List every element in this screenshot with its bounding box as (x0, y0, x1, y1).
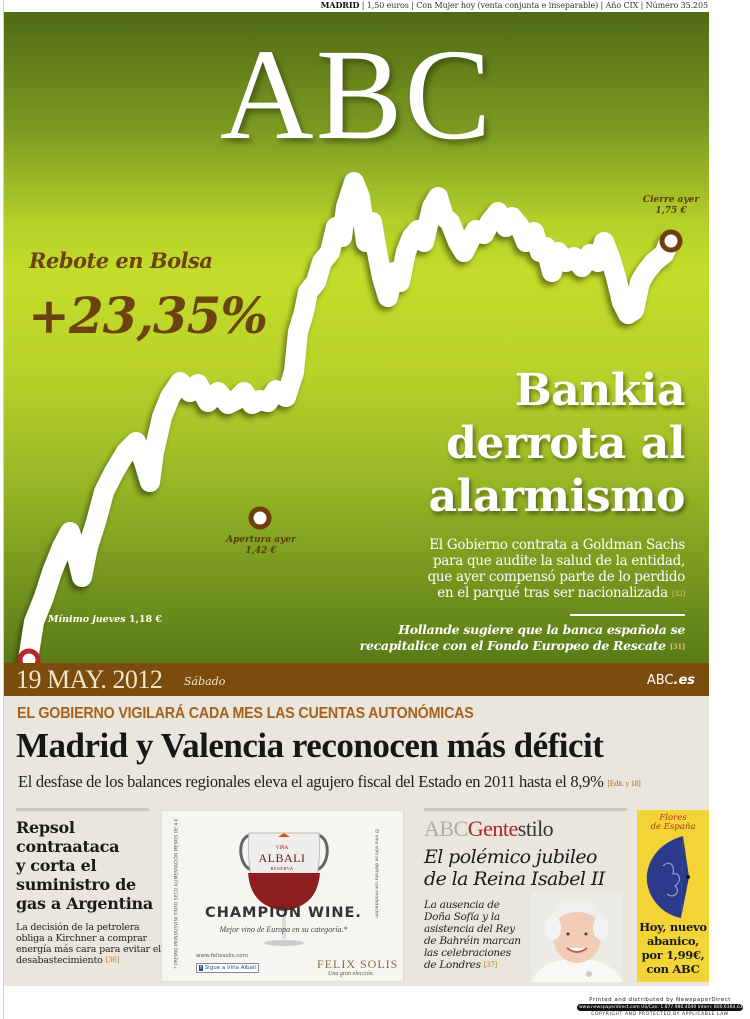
distribution-credit: Printed and distributed by NewspaperDirect www.newspaperdirect.com US/Can: 1.877.980.4040 Intern: 800.6364.6364 COPYRIGHT AND PROTECTED BY APPLICABLE LAW (579, 997, 749, 1017)
page-ref: [32] (671, 590, 685, 598)
secondary-story[interactable]: Hollande sugiere que la banca española se recapitalice con el Fondo Europeo de Rescate [31] (359, 622, 685, 653)
fan-promotion[interactable] (637, 810, 709, 982)
promo-text: Hoy, nuevo abanico, por 1,99€, con ABC (639, 920, 707, 976)
label-minimo: Mínimo jueves 1,18 € (48, 614, 163, 625)
lead-story-hero[interactable] (4, 12, 709, 663)
gente-deck: La ausencia de Doña Sofía y la asistencia del Rey de Bahréin marcan las celebraciones de Londres [37] (424, 899, 521, 971)
divider (570, 614, 685, 616)
label-cierre: Cierre ayer 1,75 € (642, 195, 700, 216)
issue-date: 19 MAY. 2012 (16, 665, 163, 694)
lower-section (4, 696, 709, 986)
wine-glass-icon (234, 815, 334, 955)
masthead-details: | 1,50 euros | Con Mujer hoy (venta conjunta e inseparable) | Año CIX | Número 35.205 (359, 1, 708, 10)
column-rule (424, 808, 627, 811)
chart-kicker: Rebote en Bolsa (29, 248, 213, 273)
ad-company-tagline: Una gran elección. (328, 971, 375, 977)
lead-deck: El Gobierno contrata a Goldman Sachs para que audite la salud de la entidad, que ayer compensó parte de lo perdido en el parqué tras ser nacionalizada [32] (427, 537, 685, 601)
website-link[interactable]: ABC.es (646, 673, 695, 688)
marker-cierre (662, 232, 680, 250)
wine-advertisement[interactable] (161, 810, 404, 982)
masthead-city: MADRID (320, 0, 360, 10)
page-ref: [31] (669, 642, 685, 651)
lead-headline[interactable]: Bankia derrota al alarmismo (428, 365, 685, 522)
ad-legal-right: El vino sólo se disfruta con moderación (373, 829, 379, 918)
page-ref: [37] (483, 961, 497, 969)
issue-weekday: Sábado (184, 675, 226, 688)
ad-brand: VIÑA ALBALI RESERVA (258, 846, 306, 871)
repsol-headline[interactable]: Repsol contraataca y corta el suministro de gas a Argentina (16, 818, 153, 913)
ad-company: FELIX SOLIS (317, 957, 399, 971)
repsol-deck: La decisión de la petrolera obliga a Kirchner a comprar energía más cara para evitar el desabastecimiento [36] (16, 922, 161, 966)
promo-collection: Flores de España (650, 813, 696, 832)
date-bar (4, 663, 709, 696)
page-ref: [Edit. y 18] (607, 779, 641, 788)
ad-tagline: Mejor vino de Europa en su categoría.* (219, 925, 348, 934)
gente-headline[interactable]: El polémico jubileo de la Reina Isabel II (424, 846, 605, 890)
main-headline[interactable]: Madrid y Valencia reconocen más déficit (16, 726, 604, 765)
marker-minimo (20, 651, 38, 663)
marker-apertura (251, 509, 269, 527)
abc-logo[interactable]: ABC (219, 23, 494, 167)
ad-legal-left: * PREMIO MUNDUSVINI TINTO SECO ALIMENTACIÓN MENOS DE 4 € (174, 818, 180, 969)
facebook-icon: f (200, 965, 202, 971)
percent-change: +23,35% (28, 286, 267, 345)
main-kicker: EL GOBIERNO VIGILARÁ CADA MES LAS CUENTAS AUTONÓMICAS (17, 705, 474, 722)
label-apertura: Apertura ayer 1,42 € (226, 535, 296, 556)
facebook-link[interactable]: f Sigue a Viña Albali (196, 963, 259, 973)
queen-photo (531, 892, 623, 982)
column-rule (16, 808, 149, 811)
masthead-info (321, 0, 708, 12)
newspaper-front-page (3, 0, 708, 1019)
ad-url[interactable]: www.felixsolis.com (196, 953, 249, 959)
gente-section-logo[interactable]: ABCGentestilo (424, 816, 554, 841)
hand-fan-icon (645, 836, 703, 918)
page-ref: [36] (105, 956, 119, 964)
main-deck: El desfase de los balances regionales eleva el agujero fiscal del Estado en 2011 hasta el 8,9% [Edit. y 18] (18, 772, 641, 791)
ad-headline: CHAMPION WINE. (205, 905, 362, 921)
